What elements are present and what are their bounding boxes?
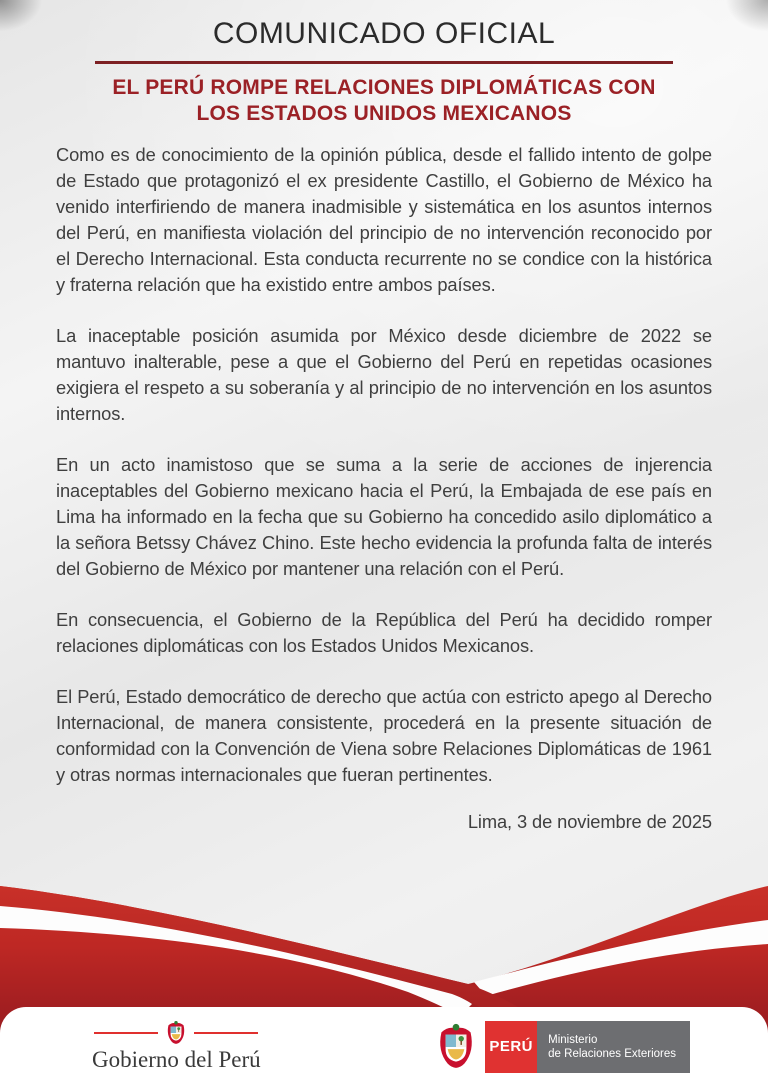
paragraph-1: Como es de conocimiento de la opinión pública, desde el fallido intento de golpe de Estado que protagonizó el ex presidente Castillo, el Gobierno de México ha venido interfiriendo de manera inadmisible y sistemática en los asuntos internos del Perú, en manifiesta violación del principio de no intervención reconocido por el Derecho Internacional. Esta conducta recurrente no se condice con la histórica y fraterna relación que ha existido entre ambos países. <box>56 144 712 295</box>
page-title: COMUNICADO OFICIAL <box>212 17 556 50</box>
ministry-name-line-2: de Relaciones Exteriores <box>548 1047 676 1060</box>
communique-body <box>0 142 768 835</box>
ministry-name-line-1: Ministerio <box>548 1033 598 1046</box>
paragraph-4: En consecuencia, el Gobierno de la República del Perú ha decidido romper relaciones diplomáticas con los Estados Unidos Mexicanos. <box>56 609 712 656</box>
subtitle-line-1: EL PERÚ ROMPE RELACIONES DIPLOMÁTICAS CON <box>112 76 656 99</box>
paragraph-3: En un acto inamistoso que se suma a la serie de acciones de injerencia inaceptables del Gobierno mexicano hacia el Perú, la Embajada de ese país en Lima ha informado en la fecha que su Gobierno ha concedido asilo diplomático a la señora Betssy Chávez Chino. Este hecho evidencia la profunda falta de interés del Gobierno de México por mantener una relación con el Perú. <box>56 454 712 579</box>
logo-left-rule <box>94 1032 158 1034</box>
header <box>0 0 768 127</box>
peru-brand-badge: PERÚ <box>485 1021 537 1073</box>
ministry-name-badge <box>537 1021 690 1073</box>
peru-coat-of-arms-icon <box>165 1020 187 1046</box>
subtitle-line-2: LOS ESTADOS UNIDOS MEXICANOS <box>196 102 572 125</box>
subtitle <box>0 75 768 127</box>
peru-coat-of-arms-icon <box>435 1022 477 1072</box>
footer <box>0 876 768 1086</box>
government-logo <box>92 1020 261 1073</box>
paragraph-5: El Perú, Estado democrático de derecho que actúa con estricto apego al Derecho Internacional, de manera consistente, procederá en la presente situación de conformidad con la Convención de Viena sobre Relaciones Diplomáticas de 1961 y otras normas internacionales que fueran pertinentes. <box>56 686 712 785</box>
government-logo-text: Gobierno del Perú <box>92 1047 261 1072</box>
logo-card <box>0 1007 768 1086</box>
header-divider <box>95 61 673 64</box>
ministry-logo <box>435 1021 690 1073</box>
dateline: Lima, 3 de noviembre de 2025 <box>467 811 712 832</box>
logo-right-rule <box>194 1032 258 1034</box>
paragraph-2: La inaceptable posición asumida por México desde diciembre de 2022 se mantuvo inalterable, pese a que el Gobierno del Perú en repetidas ocasiones exigiera el respeto a su soberanía y al principio de no intervención en los asuntos internos. <box>56 325 712 424</box>
government-logo-crest-row <box>94 1020 258 1046</box>
